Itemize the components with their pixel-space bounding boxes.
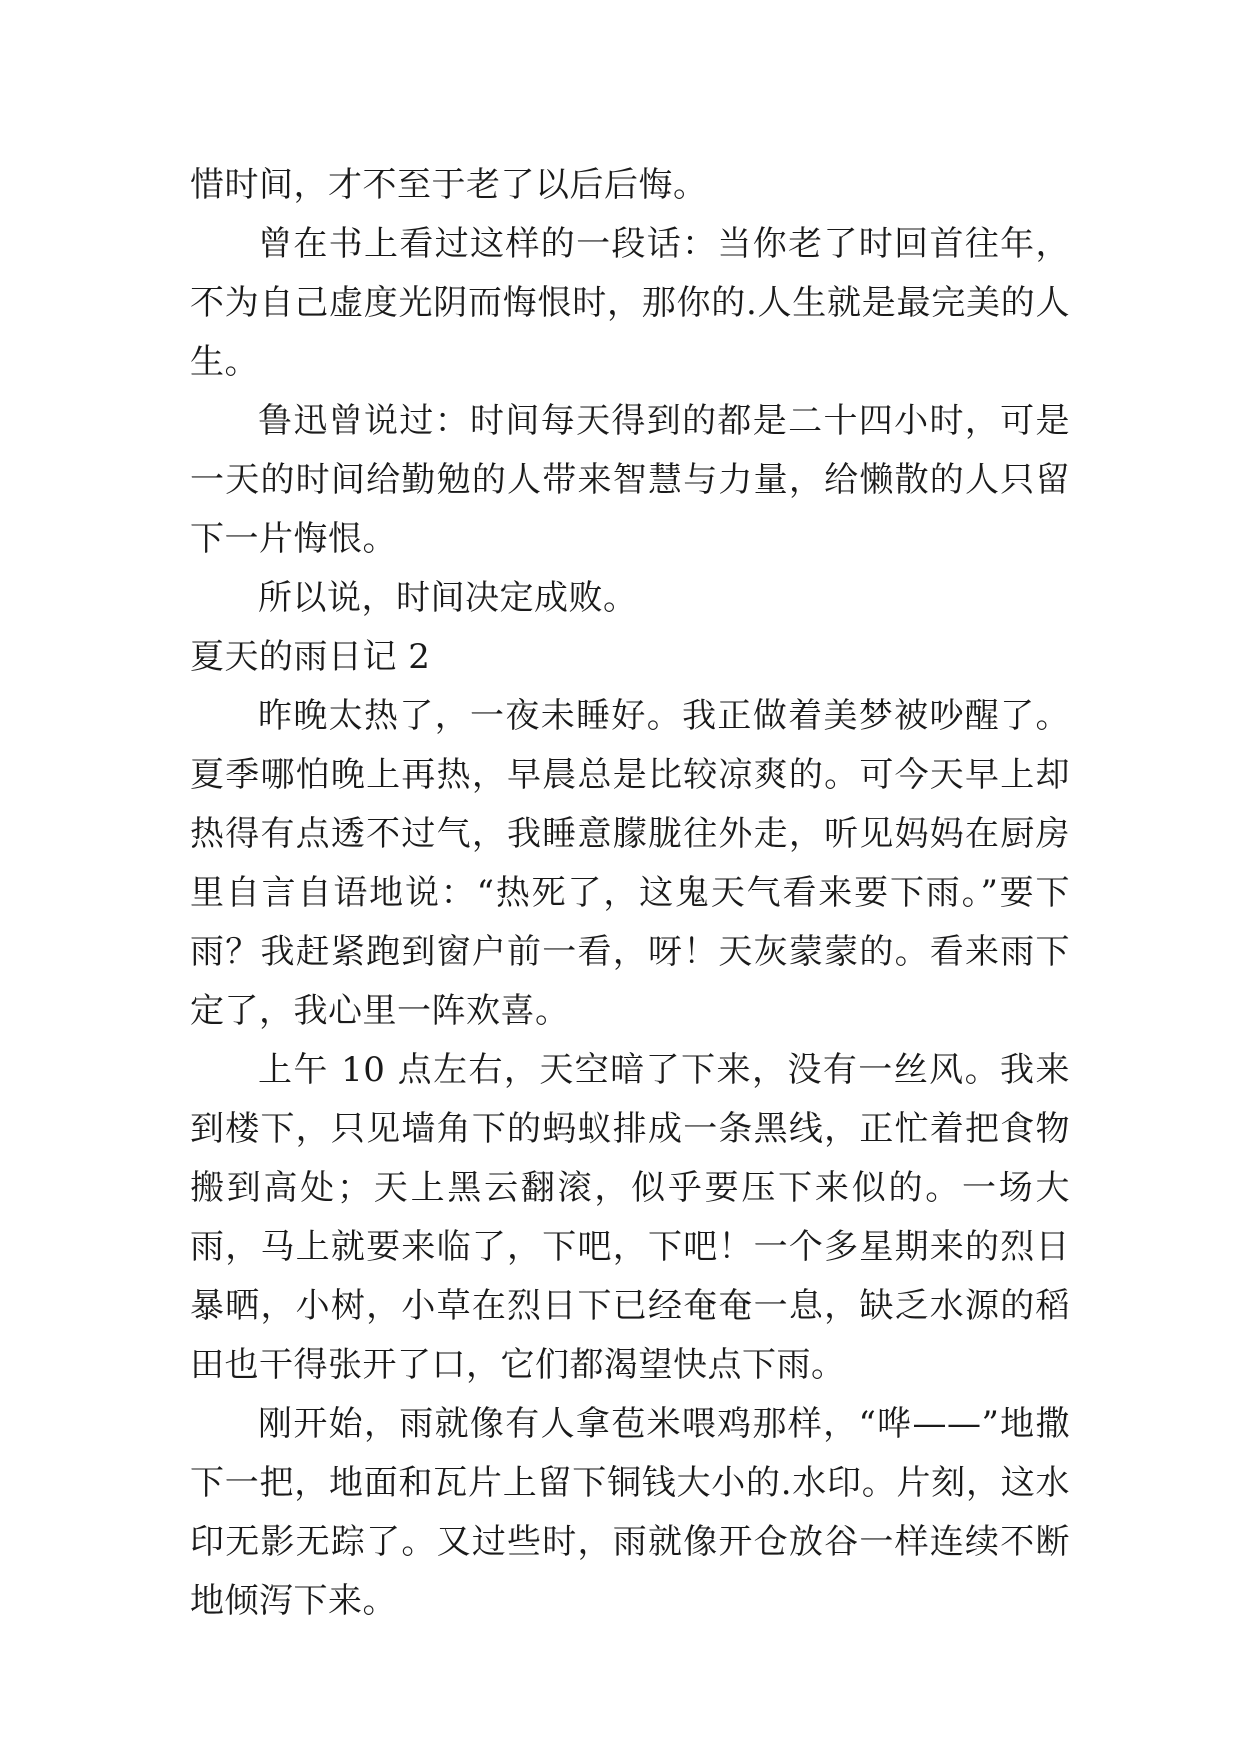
document-body [190,156,1070,1631]
paragraph: 所以说，时间决定成败。 [258,578,638,618]
paragraph: 昨晚太热了，一夜未睡好。我正做着美梦被吵醒了。夏季哪怕晚上再热，早晨总是比较凉爽的。可今天早上却热得有点透不过气，我睡意朦胧往外走，听见妈妈在厨房里自言自语地说：“热死了，这鬼天气看来要下雨。”要下雨？我赶紧跑到窗户前一看，呀！天灰蒙蒙的。看来雨下定了，我心里一阵欢喜。 [190,696,1070,1031]
section-title: 夏天的雨日记 2 [190,637,431,677]
paragraph: 惜时间，才不至于老了以后后悔。 [190,165,708,205]
paragraph: 曾在书上看过这样的一段话：当你老了时回首往年，不为自己虚度光阴而悔恨时，那你的.人生就是最完美的人生。 [190,224,1070,382]
paragraph: 鲁迅曾说过：时间每天得到的都是二十四小时，可是一天的时间给勤勉的人带来智慧与力量，给懒散的人只留下一片悔恨。 [190,401,1070,559]
paragraph: 刚开始，雨就像有人拿苞米喂鸡那样，“哗——”地撒下一把，地面和瓦片上留下铜钱大小的.水印。片刻，这水印无影无踪了。又过些时，雨就像开仓放谷一样连续不断地倾泻下来。 [190,1404,1070,1621]
paragraph: 上午 10 点左右，天空暗了下来，没有一丝风。我来到楼下，只见墙角下的蚂蚁排成一条黑线，正忙着把食物搬到高处；天上黑云翻滚，似乎要压下来似的。一场大雨，马上就要来临了，下吧，下吧！一个多星期来的烈日暴晒，小树，小草在烈日下已经奄奄一息，缺乏水源的稻田也干得张开了口，它们都渴望快点下雨。 [190,1050,1070,1385]
